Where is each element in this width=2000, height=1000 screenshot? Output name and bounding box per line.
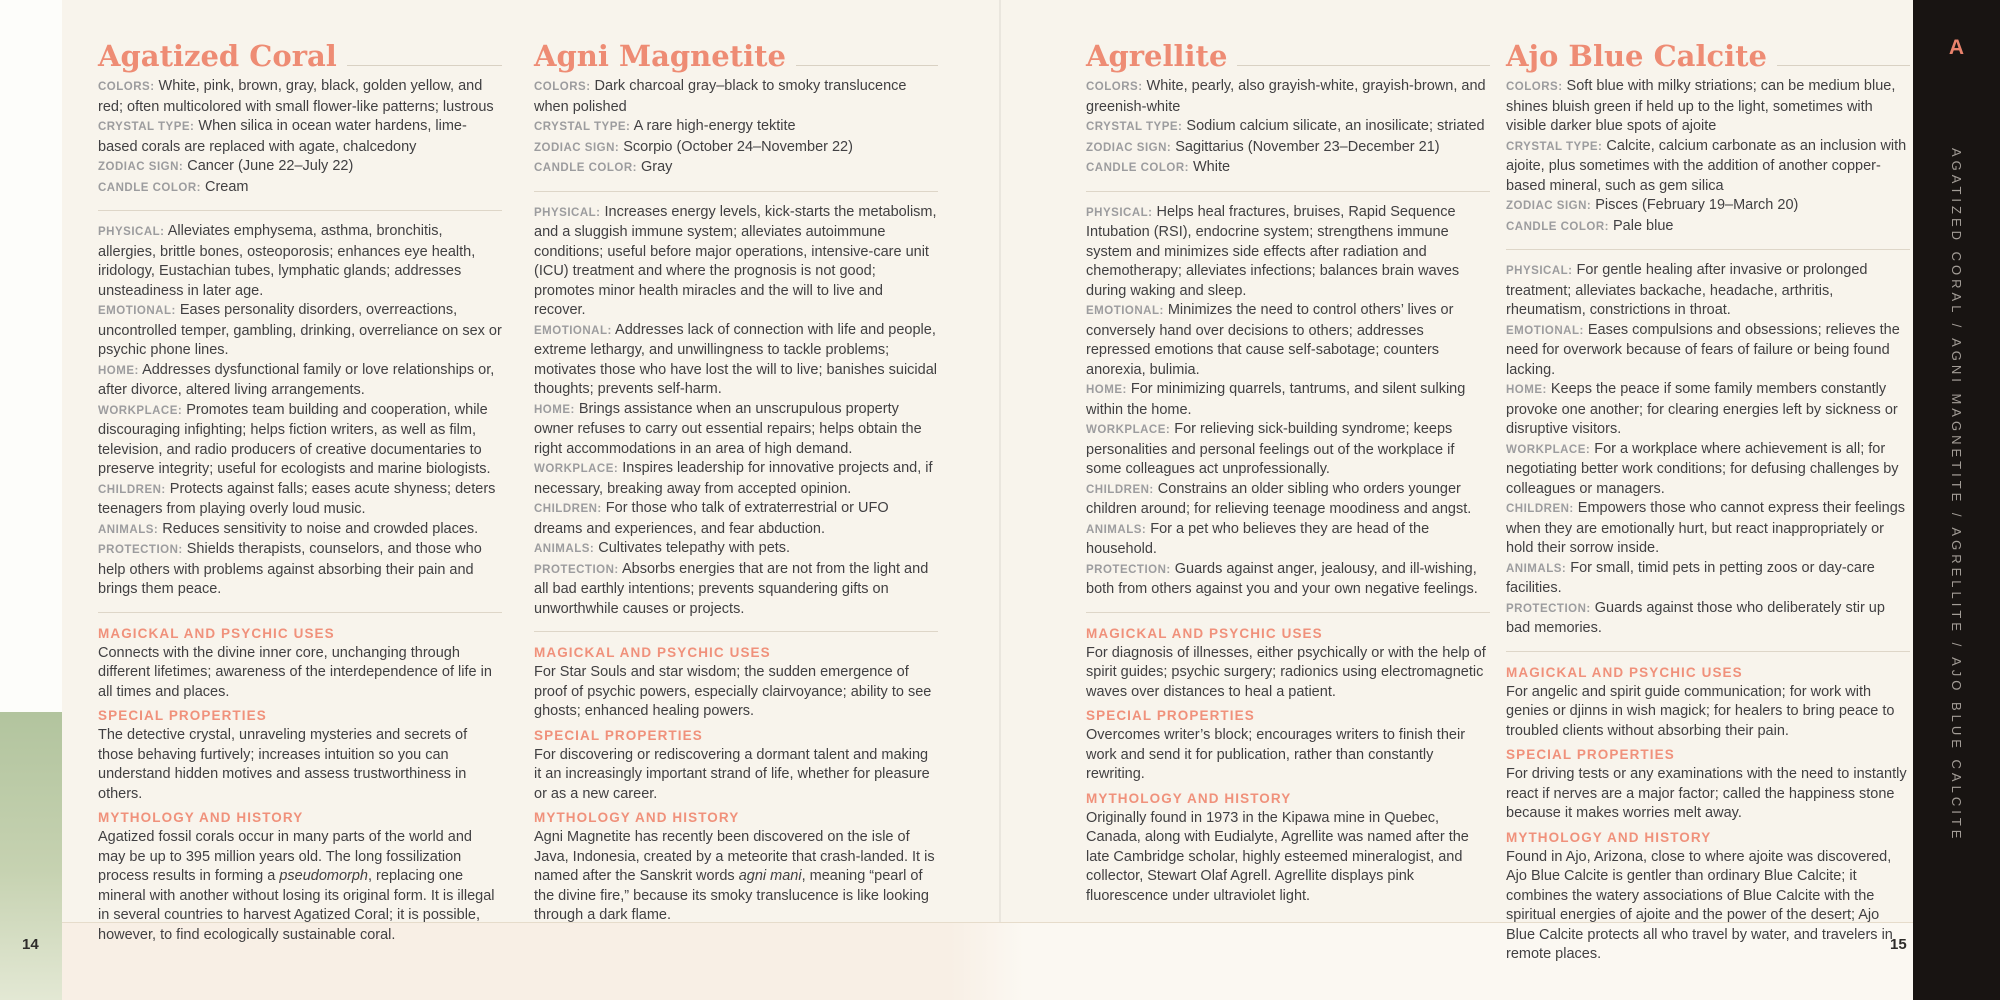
- crystal-entry-column: [1506, 40, 1910, 965]
- field-label: CANDLE COLOR:: [1086, 162, 1189, 174]
- mythology-history-heading: MYTHOLOGY AND HISTORY: [98, 810, 304, 825]
- life-area-row: PROTECTION: Absorbs energies that are not from the light and all bad earthly intentions; prevents squandering gifts on unworthwhile causes or projects.: [534, 560, 929, 617]
- field-label: COLORS:: [1086, 81, 1143, 93]
- field-label: PHYSICAL:: [534, 206, 601, 219]
- section-divider: [534, 631, 938, 632]
- magickal-uses-heading: MAGICKAL AND PSYCHIC USES: [98, 625, 335, 641]
- life-area-row: ANIMALS: For small, timid pets in petting zoos or day-care facilities.: [1506, 559, 1875, 596]
- field-label: WORKPLACE:: [534, 463, 619, 475]
- field-label: COLORS:: [98, 81, 155, 93]
- mythology-history-text: Originally found in 1973 in the Kipawa mine in Quebec, Canada, along with Eudialyte, Agrellite was named after the late Cambridge scholar, highly esteemed mineralogist, and collector, Stewart Olaf Agrell. Agrellite displays pink fluorescence under ultraviolet light.: [1086, 809, 1469, 904]
- mythology-history-text: Agatized fossil corals occur in many parts of the world and may be up to 395 million years old. The long fossilization process results in forming a pseudomorph, replacing one mineral with another without losing its original form. It is illegal in several countries to harvest Agatized Coral; it is possible, however, to find ecologically sustainable coral.: [98, 829, 495, 943]
- field-label: WORKPLACE:: [1086, 424, 1171, 436]
- section-divider: [534, 191, 938, 192]
- section-divider: [1506, 249, 1910, 250]
- life-areas-block: [534, 203, 938, 620]
- page-number-right: 15: [1890, 936, 1907, 953]
- thumb-index-sidebar: [1913, 0, 2000, 1000]
- life-area-row: HOME: Keeps the peace if some family members constantly provoke one another; for clearing energies left by sickness or disruptive visitors.: [1506, 381, 1898, 437]
- field-label: ANIMALS:: [534, 543, 595, 555]
- attribute-row: CANDLE COLOR: White: [1086, 159, 1231, 175]
- field-label: CANDLE COLOR:: [98, 181, 201, 194]
- crystal-entry-column: [1086, 40, 1490, 906]
- field-label: CHILDREN:: [98, 483, 166, 496]
- field-label: HOME:: [1506, 384, 1547, 396]
- field-label: WORKPLACE:: [1506, 443, 1591, 456]
- life-area-row: PHYSICAL: Increases energy levels, kick-starts the metabolism, and a sluggish immune system; alleviates autoimmune conditions; useful before major operations, intensive-care unit (ICU) treatment and where the prognosis is not good; promotes minor health miracles and the will to live and recover.: [534, 203, 937, 318]
- field-label: ZODIAC SIGN:: [1086, 141, 1172, 154]
- sidebar-index-text: AGATIZED CORAL / AGNI MAGNETITE / AGRELLITE / AJO BLUE CALCITE: [1949, 148, 1964, 843]
- life-areas-block: [1506, 261, 1910, 639]
- magickal-uses-text: Connects with the divine inner core, unchanging through different lifetimes; awareness of the interdependence of life in all times and places.: [98, 644, 492, 700]
- attributes-block: [1506, 77, 1910, 237]
- life-area-row: CHILDREN: For those who talk of extraterrestrial or UFO dreams and experiences, and fear abduction.: [534, 500, 889, 537]
- life-area-row: ANIMALS: Reduces sensitivity to noise and crowded places.: [98, 520, 479, 537]
- magickal-uses-text: For Star Souls and star wisdom; the sudden emergence of proof of psychic powers, especially clairvoyance; ability to see ghosts; enhanced healing powers.: [534, 664, 932, 719]
- section-divider: [1086, 612, 1490, 613]
- attributes-block: [98, 77, 502, 198]
- field-label: PROTECTION:: [534, 563, 619, 576]
- field-label: HOME:: [534, 403, 575, 416]
- field-label: EMOTIONAL:: [1506, 324, 1584, 337]
- section-divider: [98, 210, 502, 211]
- green-gradient-strip: [0, 712, 62, 1000]
- life-area-row: WORKPLACE: Inspires leadership for innovative projects and, if necessary, breaking away from accepted opinion.: [534, 460, 933, 497]
- special-properties-text: The detective crystal, unraveling mysteries and secrets of those behaving furtively; increases intuition so you can understand hidden motives and assess trustworthiness in others.: [98, 727, 468, 802]
- field-label: PROTECTION:: [98, 544, 183, 556]
- attribute-row: ZODIAC SIGN: Scorpio (October 24–November 22): [534, 138, 853, 155]
- attribute-row: CRYSTAL TYPE: A rare high-energy tektite: [534, 118, 796, 134]
- life-areas-block: [1086, 203, 1490, 600]
- attribute-row: CRYSTAL TYPE: Calcite, calcium carbonate as an inclusion with ajoite, plus sometimes with the addition of another copper-based mineral, such as gem silica: [1506, 137, 1907, 194]
- title-rule: [1777, 65, 1910, 66]
- special-properties-heading: SPECIAL PROPERTIES: [1086, 708, 1255, 723]
- life-area-row: WORKPLACE: For a workplace where achievement is all; for negotiating better work conditions; for defusing challenges by colleagues or managers.: [1506, 440, 1899, 497]
- title-rule: [796, 65, 938, 66]
- crystal-title: Agni Magnetite: [534, 39, 786, 73]
- field-label: CHILDREN:: [534, 503, 602, 515]
- life-area-row: EMOTIONAL: Minimizes the need to control others’ lives or conversely hand over decisions to others; addresses repressed emotions that cause self-sabotage; counters anorexia, bulimia.: [1086, 302, 1454, 378]
- field-label: CANDLE COLOR:: [534, 162, 637, 174]
- field-label: CANDLE COLOR:: [1506, 220, 1609, 233]
- magickal-uses-heading: MAGICKAL AND PSYCHIC USES: [1506, 664, 1743, 680]
- life-area-row: PROTECTION: Shields therapists, counselors, and those who help others with problems against absorbing their pain and brings them peace.: [98, 541, 482, 597]
- life-area-row: PROTECTION: Guards against anger, jealousy, and ill-wishing, both from others against you and your own negative feelings.: [1086, 560, 1478, 597]
- magickal-uses-text: For angelic and spirit guide communication; for work with genies or djinns in wish magick; for healers to bring peace to troubled clients without absorbing their pain.: [1506, 683, 1895, 739]
- field-label: EMOTIONAL:: [98, 305, 176, 317]
- attribute-row: COLORS: White, pearly, also grayish-white, grayish-brown, and greenish-white: [1086, 78, 1486, 115]
- field-label: HOME:: [1086, 384, 1127, 396]
- field-label: ANIMALS:: [1506, 562, 1567, 575]
- mythology-history-heading: MYTHOLOGY AND HISTORY: [1086, 790, 1292, 806]
- life-area-row: HOME: Addresses dysfunctional family or love relationships or, after divorce, altered living arrangements.: [98, 361, 495, 398]
- field-label: ANIMALS:: [98, 523, 159, 536]
- life-area-row: EMOTIONAL: Eases personality disorders, overreactions, uncontrolled temper, gambling, drinking, overreliance on sex or psychic phone lines.: [98, 302, 502, 358]
- special-properties-text: For driving tests or any examinations with the need to instantly react if nerves are a major factor; called the happiness stone because it makes worries melt away.: [1506, 766, 1907, 821]
- magickal-uses-heading: MAGICKAL AND PSYCHIC USES: [534, 645, 771, 660]
- crystal-title: Agrellite: [1086, 39, 1228, 73]
- field-label: CRYSTAL TYPE:: [98, 121, 195, 133]
- field-label: EMOTIONAL:: [534, 324, 612, 337]
- field-label: PROTECTION:: [1506, 602, 1591, 615]
- special-properties-heading: SPECIAL PROPERTIES: [1506, 747, 1675, 762]
- field-label: CHILDREN:: [1506, 503, 1574, 515]
- field-label: CRYSTAL TYPE:: [1506, 140, 1603, 153]
- attribute-row: COLORS: Dark charcoal gray–black to smoky translucence when polished: [534, 78, 907, 115]
- magickal-uses-text: For diagnosis of illnesses, either psychically or with the help of spirit guides; psychic surgery; radionics using electromagnetic waves over distances to heal a patient.: [1086, 644, 1486, 700]
- field-label: EMOTIONAL:: [1086, 305, 1164, 317]
- life-area-row: WORKPLACE: For relieving sick-building syndrome; keeps personalities and personal feelings out of the workplace if some colleagues act unprofessionally.: [1086, 421, 1455, 477]
- life-areas-block: [98, 222, 502, 600]
- attribute-row: CRYSTAL TYPE: When silica in ocean water hardens, lime-based corals are replaced with agate, chalcedony: [98, 118, 467, 155]
- life-area-row: CHILDREN: Protects against falls; eases acute shyness; deters teenagers from playing overly loud music.: [98, 480, 496, 517]
- life-area-row: CHILDREN: Empowers those who cannot express their feelings when they are emotionally hurt, but react inappropriately or hold their sorrow inside.: [1506, 500, 1906, 556]
- mythology-history-text: Found in Ajo, Arizona, close to where ajoite was discovered, Ajo Blue Calcite is gentler than ordinary Blue Calcite; it combines the watery associations of Blue Calcite with the spiritual energies of ajoite and the power of the desert; Ajo Blue Calcite protects all who travel by water, and travelers in remote places.: [1506, 848, 1893, 962]
- life-area-row: PHYSICAL: For gentle healing after invasive or prolonged treatment; alleviates backache, headache, arthritis, rheumatism, constrictions in throat.: [1506, 262, 1868, 318]
- field-label: PROTECTION:: [1086, 563, 1171, 576]
- page-spine: [999, 0, 1001, 922]
- field-label: WORKPLACE:: [98, 404, 183, 417]
- field-label: ANIMALS:: [1086, 523, 1147, 536]
- field-label: HOME:: [98, 364, 139, 377]
- attribute-row: ZODIAC SIGN: Sagittarius (November 23–December 21): [1086, 138, 1440, 155]
- page-number-left: 14: [22, 936, 39, 953]
- field-label: ZODIAC SIGN:: [98, 161, 184, 173]
- field-label: CRYSTAL TYPE:: [1086, 121, 1183, 133]
- attribute-row: CRYSTAL TYPE: Sodium calcium silicate, an inosilicate; striated: [1086, 118, 1485, 134]
- mythology-history-heading: MYTHOLOGY AND HISTORY: [1506, 829, 1712, 845]
- attribute-row: COLORS: Soft blue with milky striations; can be medium blue, shines bluish green if held up to the light, sometimes with visible darker blue spots of ajoite: [1506, 78, 1896, 134]
- life-area-row: EMOTIONAL: Addresses lack of connection with life and people, extreme lethargy, and unwillingness to tackle problems; motivates those who have lost the will to live; banishes suicidal thoughts; prevents self-harm.: [534, 321, 937, 397]
- magickal-uses-heading: MAGICKAL AND PSYCHIC USES: [1086, 625, 1323, 641]
- life-area-row: HOME: Brings assistance when an unscrupulous property owner refuses to carry out essential repairs; helps obtain the right accommodations in an area of high demand.: [534, 400, 922, 457]
- mythology-history-heading: MYTHOLOGY AND HISTORY: [534, 810, 740, 825]
- life-area-row: ANIMALS: For a pet who believes they are head of the household.: [1086, 520, 1430, 557]
- section-letter: A: [1948, 36, 1965, 59]
- field-label: PHYSICAL:: [1506, 265, 1573, 277]
- life-area-row: PHYSICAL: Alleviates emphysema, asthma, bronchitis, allergies, brittle bones, osteoporosis; enhances eye health, iridology, Eustachian tubes, lymphatic glands; addresses unsteadiness in later age.: [98, 223, 476, 299]
- field-label: COLORS:: [534, 81, 591, 93]
- attribute-row: CANDLE COLOR: Cream: [98, 178, 249, 195]
- field-label: CRYSTAL TYPE:: [534, 121, 631, 133]
- life-area-row: PHYSICAL: Helps heal fractures, bruises, Rapid Sequence Intubation (RSI), endocrine system; strengthens immune system and minimizes side effects after radiation and chemotherapy; alleviates infections; balances brain waves during waking and sleep.: [1086, 203, 1460, 299]
- mythology-history-text: Agni Magnetite has recently been discovered on the isle of Java, Indonesia, created by a meteorite that crash-landed. It is named after the Sanskrit words agni mani, meaning “pearl of the divine fire,” because its smoky translucence is like looking through a dark flame.: [534, 829, 935, 923]
- crystal-entry-column: [534, 40, 938, 926]
- field-label: PHYSICAL:: [1086, 206, 1153, 219]
- life-area-row: PROTECTION: Guards against those who deliberately stir up bad memories.: [1506, 599, 1885, 636]
- special-properties-text: Overcomes writer’s block; encourages writers to finish their work and send it for publication, rather than constantly rewriting.: [1086, 727, 1466, 782]
- attributes-block: [534, 77, 938, 179]
- special-properties-heading: SPECIAL PROPERTIES: [534, 727, 703, 743]
- life-area-row: EMOTIONAL: Eases compulsions and obsessions; relieves the need for overwork because of fears of failure or being found lacking.: [1506, 321, 1900, 378]
- title-rule: [1237, 65, 1490, 66]
- life-area-row: HOME: For minimizing quarrels, tantrums, and silent sulking within the home.: [1086, 381, 1466, 418]
- special-properties-heading: SPECIAL PROPERTIES: [98, 708, 267, 723]
- life-area-row: WORKPLACE: Promotes team building and cooperation, while discouraging infighting; helps fiction writers, as well as film, television, and radio producers of creative documentaries to preserve integrity; useful for ecologists and marine biologists.: [98, 401, 491, 477]
- field-label: ZODIAC SIGN:: [1506, 200, 1592, 212]
- field-label: CHILDREN:: [1086, 483, 1154, 496]
- attribute-row: COLORS: White, pink, brown, gray, black, golden yellow, and red; often multicolored with small flower-like patterns; lustrous: [98, 78, 494, 115]
- life-area-row: CHILDREN: Constrains an older sibling who orders younger children around; for relieving teenage moodiness and angst.: [1086, 480, 1472, 517]
- attribute-row: ZODIAC SIGN: Pisces (February 19–March 20): [1506, 197, 1799, 213]
- special-properties-text: For discovering or rediscovering a dormant talent and making it an increasingly important strand of life, whether for pleasure or as a new career.: [534, 746, 930, 802]
- field-label: ZODIAC SIGN:: [534, 141, 620, 154]
- field-label: COLORS:: [1506, 81, 1563, 93]
- attributes-block: [1086, 77, 1490, 179]
- crystal-title: Ajo Blue Calcite: [1506, 39, 1767, 73]
- attribute-row: ZODIAC SIGN: Cancer (June 22–July 22): [98, 158, 354, 174]
- title-rule: [347, 65, 502, 66]
- life-area-row: ANIMALS: Cultivates telepathy with pets.: [534, 540, 791, 556]
- section-divider: [1086, 191, 1490, 192]
- attribute-row: CANDLE COLOR: Gray: [534, 159, 673, 175]
- attribute-row: CANDLE COLOR: Pale blue: [1506, 217, 1674, 234]
- crystal-title: Agatized Coral: [98, 39, 337, 73]
- field-label: PHYSICAL:: [98, 226, 165, 238]
- crystal-entry-column: [98, 40, 502, 945]
- section-divider: [98, 612, 502, 613]
- section-divider: [1506, 651, 1910, 652]
